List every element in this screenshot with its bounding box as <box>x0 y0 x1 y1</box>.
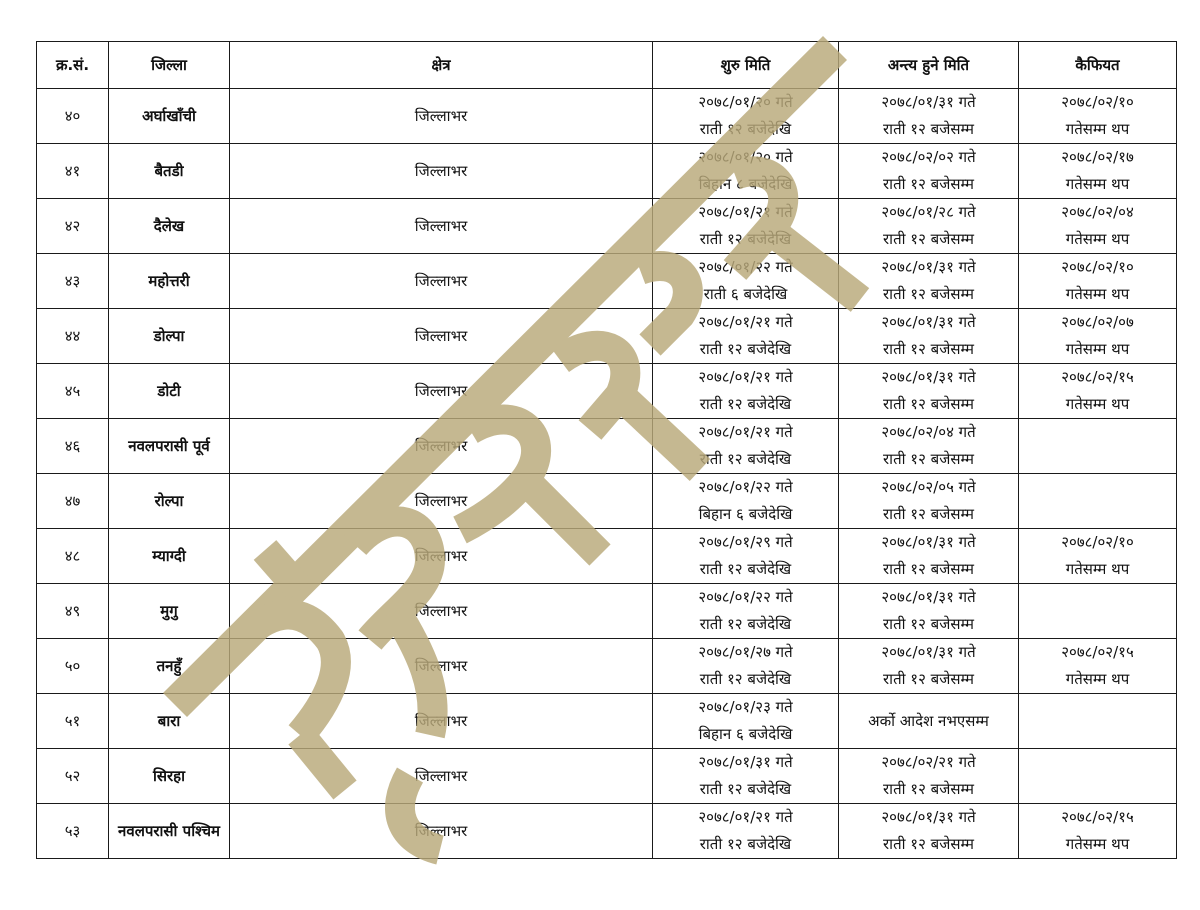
start-date-cell-line: बिहान ६ बजेदेखि <box>698 725 793 743</box>
start-date-cell-line: २०७८/०१/२२ गते <box>698 588 793 606</box>
table-row <box>37 584 1177 639</box>
start-date-cell-line: राती ६ बजेदेखि <box>703 285 788 303</box>
remarks-cell-line: २०७८/०२/१० <box>1061 93 1134 111</box>
start-date-cell-line: २०७८/०१/२१ गते <box>698 203 793 221</box>
serial-number-cell: ४८ <box>37 529 109 584</box>
start-date-cell <box>653 309 839 364</box>
remarks-cell-line: गतेसम्म थप <box>1065 230 1130 248</box>
serial-number-cell: ४५ <box>37 364 109 419</box>
serial-number-cell: ५२ <box>37 749 109 804</box>
remarks-cell <box>1019 749 1177 804</box>
remarks-cell-line: गतेसम्म थप <box>1065 120 1130 138</box>
end-date-cell-line: राती १२ बजेसम्म <box>883 615 974 633</box>
start-date-cell-line: २०७८/०१/२१ गते <box>698 368 793 386</box>
district-cell: मुगु <box>109 584 230 639</box>
table-row <box>37 529 1177 584</box>
remarks-cell-line: २०७८/०२/१० <box>1061 533 1134 551</box>
start-date-cell <box>653 144 839 199</box>
end-date-cell-line: राती १२ बजेसम्म <box>883 285 974 303</box>
area-cell: जिल्लाभर <box>230 804 653 859</box>
remarks-cell <box>1019 584 1177 639</box>
table-row <box>37 474 1177 529</box>
start-date-cell-line: राती १२ बजेदेखि <box>699 395 792 413</box>
remarks-cell-line: गतेसम्म थप <box>1065 175 1130 193</box>
remarks-cell-line: २०७८/०२/१० <box>1061 258 1134 276</box>
end-date-cell-line: २०७८/०२/०४ गते <box>881 423 976 441</box>
header-serial-number: क्र.सं. <box>37 42 109 89</box>
end-date-cell <box>839 309 1019 364</box>
end-date-cell <box>839 144 1019 199</box>
start-date-cell-line: २०७८/०१/२७ गते <box>698 643 793 661</box>
end-date-cell-line: अर्को आदेश नभएसम्म <box>868 711 989 730</box>
end-date-cell-line: राती १२ बजेसम्म <box>883 175 974 193</box>
end-date-cell-line: २०७८/०१/३१ गते <box>881 93 976 111</box>
remarks-cell <box>1019 694 1177 749</box>
table-header-row <box>37 42 1177 89</box>
district-cell: म्याग्दी <box>109 529 230 584</box>
header-start-date: शुरु मिति <box>653 42 839 89</box>
table-row <box>37 804 1177 859</box>
remarks-cell-line: २०७८/०२/१५ <box>1061 643 1134 661</box>
remarks-cell <box>1019 89 1177 144</box>
start-date-cell <box>653 89 839 144</box>
district-cell: सिरहा <box>109 749 230 804</box>
start-date-cell-line: २०७८/०१/२२ गते <box>698 478 793 496</box>
district-cell: बारा <box>109 694 230 749</box>
end-date-cell <box>839 694 1019 749</box>
start-date-cell <box>653 694 839 749</box>
remarks-cell-line: गतेसम्म थप <box>1065 285 1130 303</box>
remarks-cell <box>1019 639 1177 694</box>
start-date-cell-line: राती १२ बजेदेखि <box>699 780 792 798</box>
district-cell: तनहुँ <box>109 639 230 694</box>
start-date-cell-line: राती १२ बजेदेखि <box>699 560 792 578</box>
area-cell: जिल्लाभर <box>230 254 653 309</box>
start-date-cell-line: २०७८/०१/२० गते <box>698 148 793 166</box>
district-cell: नवलपरासी पश्चिम <box>109 804 230 859</box>
end-date-cell-line: राती १२ बजेसम्म <box>883 780 974 798</box>
end-date-cell-line: २०७८/०१/३१ गते <box>881 533 976 551</box>
start-date-cell <box>653 749 839 804</box>
start-date-cell-line: राती १२ बजेदेखि <box>699 230 792 248</box>
area-cell: जिल्लाभर <box>230 144 653 199</box>
table-row <box>37 254 1177 309</box>
remarks-cell-line: गतेसम्म थप <box>1065 395 1130 413</box>
start-date-cell-line: २०७८/०१/२१ गते <box>698 313 793 331</box>
end-date-cell <box>839 364 1019 419</box>
prohibitory-order-table <box>36 41 1177 859</box>
remarks-cell <box>1019 309 1177 364</box>
serial-number-cell: ४४ <box>37 309 109 364</box>
table-row <box>37 639 1177 694</box>
end-date-cell-line: राती १२ बजेसम्म <box>883 340 974 358</box>
start-date-cell <box>653 199 839 254</box>
header-district: जिल्ला <box>109 42 230 89</box>
end-date-cell <box>839 199 1019 254</box>
end-date-cell-line: २०७८/०२/०२ गते <box>881 148 976 166</box>
area-cell: जिल्लाभर <box>230 584 653 639</box>
area-cell: जिल्लाभर <box>230 529 653 584</box>
area-cell: जिल्लाभर <box>230 199 653 254</box>
serial-number-cell: ५० <box>37 639 109 694</box>
start-date-cell-line: २०७८/०१/२९ गते <box>698 533 793 551</box>
end-date-cell <box>839 804 1019 859</box>
end-date-cell-line: २०७८/०१/३१ गते <box>881 368 976 386</box>
area-cell: जिल्लाभर <box>230 89 653 144</box>
table-body <box>37 89 1177 859</box>
start-date-cell <box>653 254 839 309</box>
district-cell: बैतडी <box>109 144 230 199</box>
table-row <box>37 309 1177 364</box>
table-row <box>37 749 1177 804</box>
header-end-date: अन्त्य हुने मिति <box>839 42 1019 89</box>
remarks-cell-line: गतेसम्म थप <box>1065 560 1130 578</box>
remarks-cell-line: २०७८/०२/१७ <box>1061 148 1134 166</box>
table-row <box>37 364 1177 419</box>
start-date-cell-line: २०७८/०१/२० गते <box>698 93 793 111</box>
district-cell: नवलपरासी पूर्व <box>109 419 230 474</box>
remarks-cell <box>1019 254 1177 309</box>
remarks-cell-line: गतेसम्म थप <box>1065 340 1130 358</box>
area-cell: जिल्लाभर <box>230 694 653 749</box>
end-date-cell-line: २०७८/०२/०५ गते <box>881 478 976 496</box>
serial-number-cell: ४९ <box>37 584 109 639</box>
end-date-cell-line: २०७८/०१/३१ गते <box>881 808 976 826</box>
end-date-cell-line: राती १२ बजेसम्म <box>883 120 974 138</box>
serial-number-cell: ५१ <box>37 694 109 749</box>
start-date-cell-line: बिहान ६ बजेदेखि <box>698 505 793 523</box>
remarks-cell-line: २०७८/०२/१५ <box>1061 368 1134 386</box>
start-date-cell <box>653 804 839 859</box>
serial-number-cell: ४२ <box>37 199 109 254</box>
start-date-cell <box>653 474 839 529</box>
start-date-cell-line: राती १२ बजेदेखि <box>699 835 792 853</box>
start-date-cell <box>653 639 839 694</box>
serial-number-cell: ४१ <box>37 144 109 199</box>
start-date-cell-line: २०७८/०१/३१ गते <box>698 753 793 771</box>
remarks-cell-line: २०७८/०२/१५ <box>1061 808 1134 826</box>
remarks-cell <box>1019 364 1177 419</box>
header-area: क्षेत्र <box>230 42 653 89</box>
end-date-cell <box>839 529 1019 584</box>
start-date-cell <box>653 529 839 584</box>
area-cell: जिल्लाभर <box>230 474 653 529</box>
serial-number-cell: ४७ <box>37 474 109 529</box>
table-row <box>37 694 1177 749</box>
end-date-cell-line: २०७८/०१/३१ गते <box>881 313 976 331</box>
remarks-cell <box>1019 419 1177 474</box>
table-row <box>37 144 1177 199</box>
end-date-cell-line: राती १२ बजेसम्म <box>883 670 974 688</box>
start-date-cell-line: बिहान ८ बजेदेखि <box>698 175 793 193</box>
serial-number-cell: ४६ <box>37 419 109 474</box>
end-date-cell <box>839 639 1019 694</box>
start-date-cell <box>653 419 839 474</box>
remarks-cell <box>1019 199 1177 254</box>
area-cell: जिल्लाभर <box>230 364 653 419</box>
remarks-cell <box>1019 529 1177 584</box>
end-date-cell-line: २०७८/०१/३१ गते <box>881 258 976 276</box>
table-row <box>37 89 1177 144</box>
remarks-cell-line: गतेसम्म थप <box>1065 670 1130 688</box>
district-cell: महोत्तरी <box>109 254 230 309</box>
area-cell: जिल्लाभर <box>230 639 653 694</box>
remarks-cell <box>1019 144 1177 199</box>
end-date-cell <box>839 419 1019 474</box>
start-date-cell-line: राती १२ बजेदेखि <box>699 340 792 358</box>
start-date-cell-line: राती १२ बजेदेखि <box>699 615 792 633</box>
start-date-cell-line: २०७८/०१/२३ गते <box>698 698 793 716</box>
end-date-cell <box>839 474 1019 529</box>
end-date-cell-line: राती १२ बजेसम्म <box>883 505 974 523</box>
remarks-cell-line: २०७८/०२/०७ <box>1061 313 1134 331</box>
area-cell: जिल्लाभर <box>230 749 653 804</box>
start-date-cell <box>653 584 839 639</box>
table-row <box>37 419 1177 474</box>
start-date-cell-line: २०७८/०१/२१ गते <box>698 808 793 826</box>
district-cell: दैलेख <box>109 199 230 254</box>
start-date-cell-line: राती १२ बजेदेखि <box>699 120 792 138</box>
end-date-cell-line: २०७८/०१/३१ गते <box>881 643 976 661</box>
end-date-cell-line: राती १२ बजेसम्म <box>883 560 974 578</box>
end-date-cell <box>839 89 1019 144</box>
start-date-cell-line: २०७८/०१/२२ गते <box>698 258 793 276</box>
area-cell: जिल्लाभर <box>230 309 653 364</box>
district-cell: डोल्पा <box>109 309 230 364</box>
remarks-cell-line: गतेसम्म थप <box>1065 835 1130 853</box>
end-date-cell-line: २०७८/०१/२८ गते <box>881 203 976 221</box>
area-cell: जिल्लाभर <box>230 419 653 474</box>
serial-number-cell: ४० <box>37 89 109 144</box>
serial-number-cell: ४३ <box>37 254 109 309</box>
start-date-cell-line: राती १२ बजेदेखि <box>699 450 792 468</box>
district-cell: अर्घाखाँची <box>109 89 230 144</box>
end-date-cell-line: २०७८/०२/२१ गते <box>881 753 976 771</box>
header-remarks: कैफियत <box>1019 42 1177 89</box>
start-date-cell-line: राती १२ बजेदेखि <box>699 670 792 688</box>
end-date-cell-line: राती १२ बजेसम्म <box>883 835 974 853</box>
remarks-cell-line: २०७८/०२/०४ <box>1061 203 1134 221</box>
end-date-cell-line: राती १२ बजेसम्म <box>883 450 974 468</box>
start-date-cell <box>653 364 839 419</box>
end-date-cell-line: राती १२ बजेसम्म <box>883 230 974 248</box>
district-cell: रोल्पा <box>109 474 230 529</box>
serial-number-cell: ५३ <box>37 804 109 859</box>
end-date-cell-line: २०७८/०१/३१ गते <box>881 588 976 606</box>
end-date-cell <box>839 254 1019 309</box>
end-date-cell <box>839 749 1019 804</box>
end-date-cell <box>839 584 1019 639</box>
table-row <box>37 199 1177 254</box>
start-date-cell-line: २०७८/०१/२१ गते <box>698 423 793 441</box>
end-date-cell-line: राती १२ बजेसम्म <box>883 395 974 413</box>
remarks-cell <box>1019 474 1177 529</box>
remarks-cell <box>1019 804 1177 859</box>
district-cell: डोटी <box>109 364 230 419</box>
